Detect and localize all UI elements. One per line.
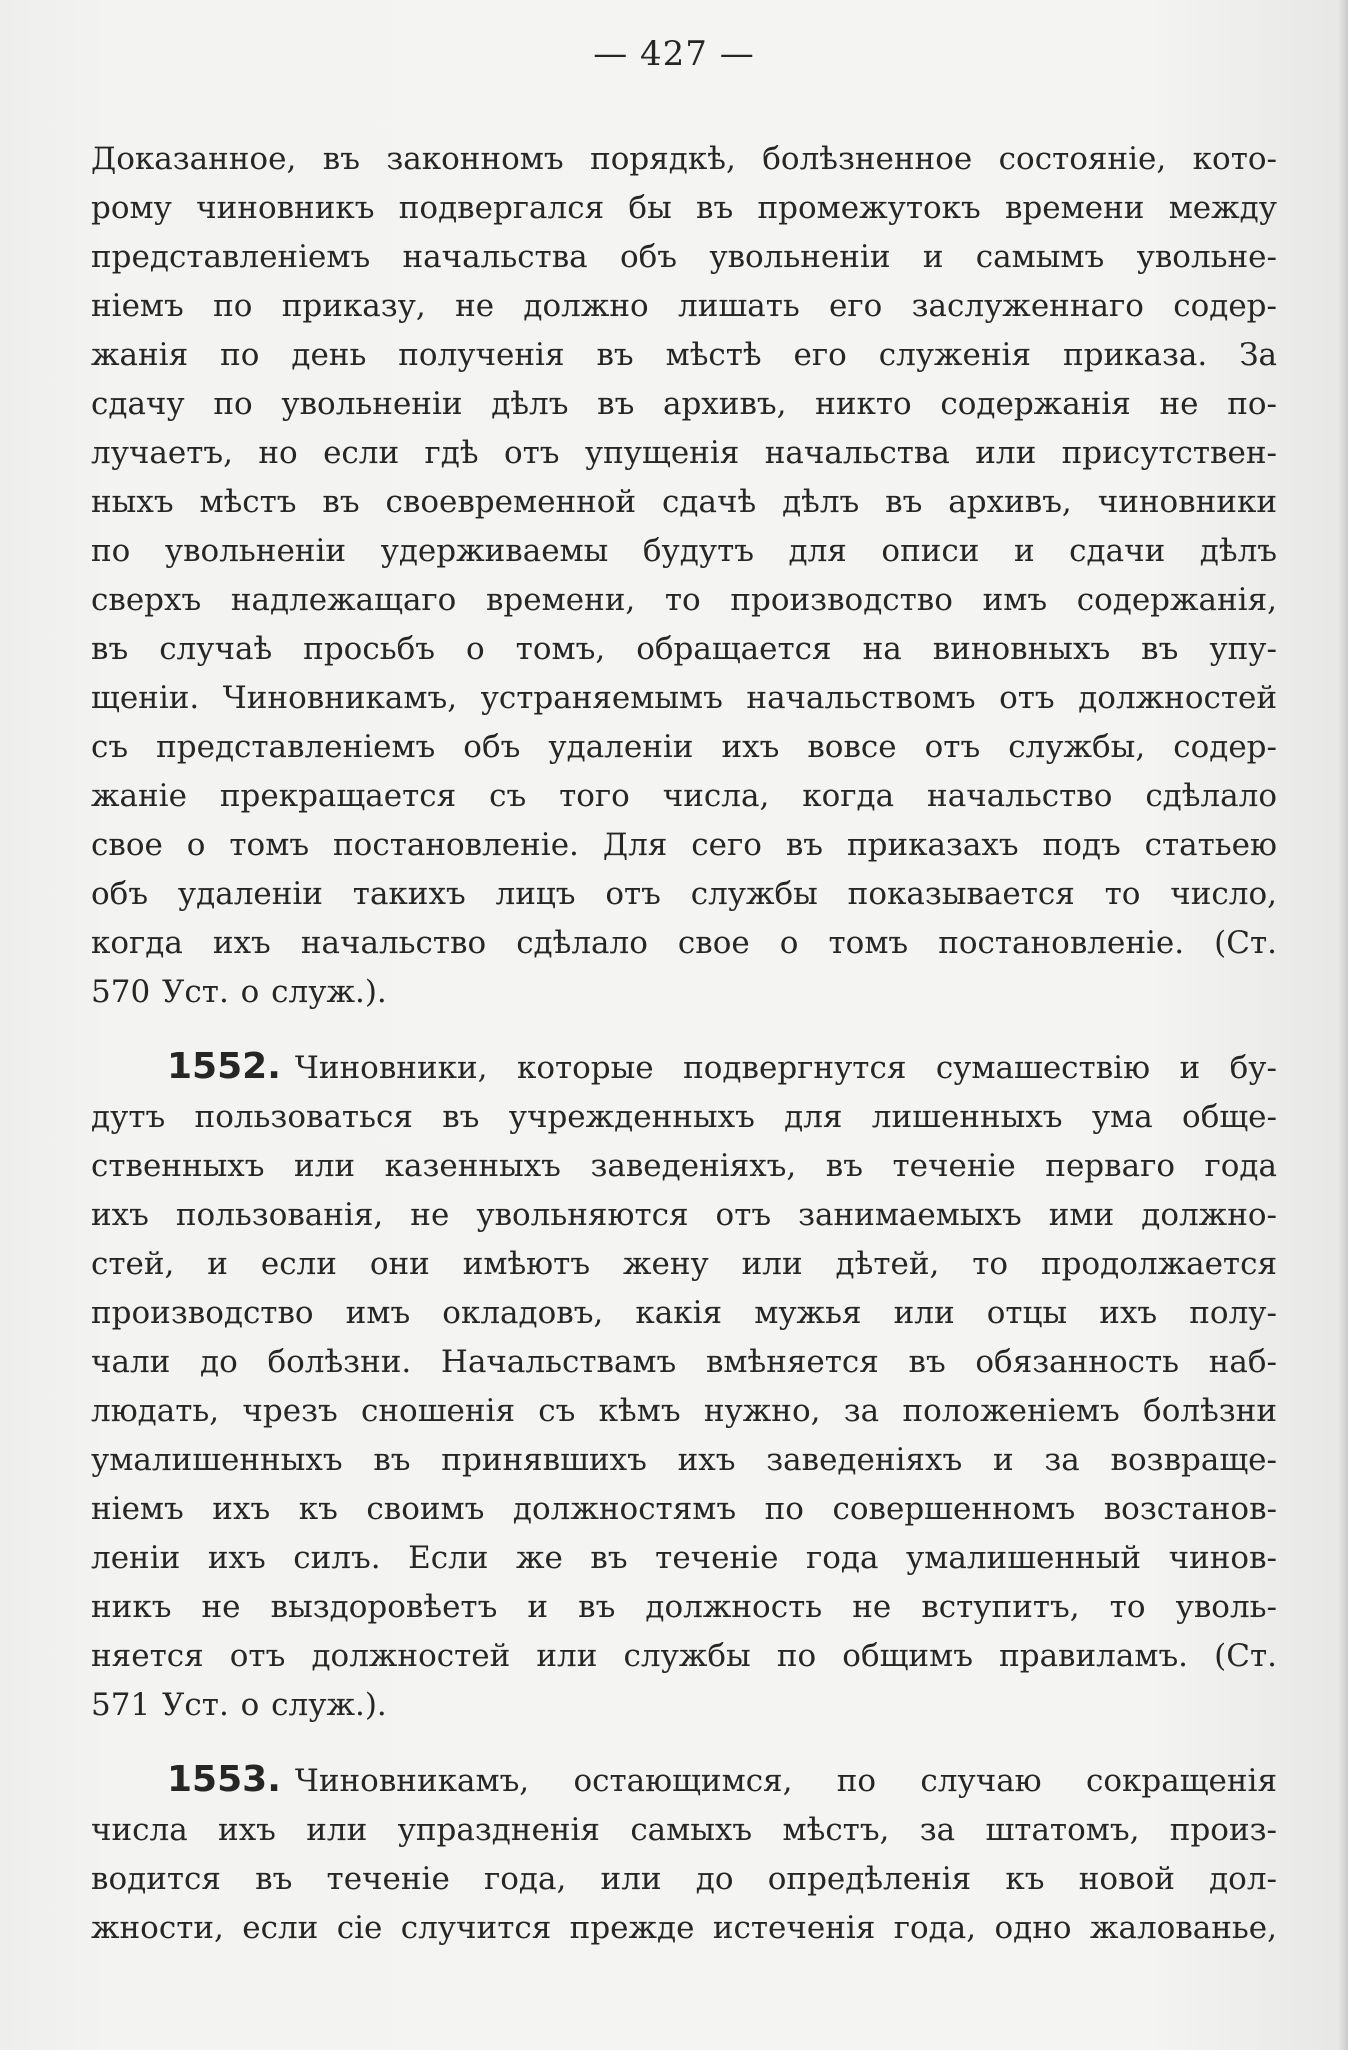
text-line: ленiи ихъ силъ. Если же въ теченiе года умалишенный чинов- <box>91 1540 1277 1576</box>
text-line: съ представленiемъ объ удаленiи ихъ вовсе отъ службы, содер- <box>91 729 1277 765</box>
text-line: сверхъ надлежащаго времени, то производство имъ содержанiя, <box>91 582 1277 618</box>
text-line: объ удаленiи такихъ лицъ отъ службы показывается то число, <box>91 876 1277 912</box>
article-first-line <box>91 1755 1277 1806</box>
text-line: няется отъ должностей или службы по общимъ правиламъ. (Ст. <box>91 1638 1277 1674</box>
text-line: Доказанное, въ законномъ порядкѣ, болѣзненное состоянiе, кото- <box>91 141 1277 177</box>
text-line: числа ихъ или упраздненiя самыхъ мѣстъ, за штатомъ, произ- <box>91 1812 1277 1848</box>
text-line: дутъ пользоваться въ учрежденныхъ для лишенныхъ ума обще- <box>91 1099 1277 1135</box>
text-line: когда ихъ начальство сдѣлало свое о томъ постановленiе. (Ст. <box>91 925 1277 961</box>
article-number: 1552. <box>167 1046 281 1087</box>
text-line: по увольненiи удерживаемы будутъ для описи и сдачи дѣлъ <box>91 533 1277 569</box>
text-line: чали до болѣзни. Начальствамъ вмѣняется въ обязанность наб- <box>91 1344 1277 1380</box>
text-line: нiемъ по приказу, не должно лишать его заслуженнаго содер- <box>91 288 1277 324</box>
text-line: жности, если сiе случится прежде истеченiя года, одно жалованье, <box>91 1910 1277 1946</box>
text-line: сдачу по увольненiи дѣлъ въ архивъ, никто содержанiя не по- <box>91 386 1277 422</box>
text-line: 570 Уст. о служ.). <box>91 974 387 1010</box>
text-line: умалишенныхъ въ принявшихъ ихъ заведенiяхъ и за возвраще- <box>91 1442 1277 1478</box>
text-line: водится въ теченiе года, или до опредѣленiя къ новой дол- <box>91 1861 1277 1897</box>
page-number: — 427 — <box>593 34 755 74</box>
text-line: производство имъ окладовъ, какiя мужья или отцы ихъ полу- <box>91 1295 1277 1331</box>
text-line: щенiи. Чиновникамъ, устраняемымъ начальствомъ отъ должностей <box>91 680 1277 716</box>
text-line: жанiя по день полученiя въ мѣстѣ его служенiя приказа. За <box>91 337 1277 373</box>
text-line: стей, и если они имѣютъ жену или дѣтей, то продолжается <box>91 1246 1277 1282</box>
article-1553 <box>91 1755 1277 1953</box>
page-edge-shadow <box>1338 0 1348 2050</box>
text-line: въ случаѣ просьбъ о томъ, обращается на виновныхъ въ упу- <box>91 631 1277 667</box>
text-line: ныхъ мѣстъ въ своевременной сдачѣ дѣлъ въ архивъ, чиновники <box>91 484 1277 520</box>
text-line: ихъ пользованiя, не увольняются отъ занимаемыхъ ими должно- <box>91 1197 1277 1233</box>
article-first-line <box>91 1042 1277 1093</box>
text-line: людать, чрезъ сношенiя съ кѣмъ нужно, за положенiемъ болѣзни <box>91 1393 1277 1429</box>
page-body <box>91 135 1277 1978</box>
text-line: никъ не выздоровѣетъ и въ должность не вступитъ, то уволь- <box>91 1589 1277 1625</box>
article-1552 <box>91 1042 1277 1730</box>
text-line: ственныхъ или казенныхъ заведенiяхъ, въ теченiе перваго года <box>91 1148 1277 1184</box>
text-line: 571 Уст. о служ.). <box>91 1687 387 1723</box>
text-line: рому чиновникъ подвергался бы въ промежутокъ времени между <box>91 190 1277 226</box>
text-line: свое о томъ постановленiе. Для сего въ приказахъ подъ статьею <box>91 827 1277 863</box>
text-line: Чиновники, которые подвергнутся сумашествiю и бу- <box>294 1050 1277 1086</box>
text-line: нiемъ ихъ къ своимъ должностямъ по совершенномъ возстанов- <box>91 1491 1277 1527</box>
paragraph-continuation <box>91 135 1277 1017</box>
article-number: 1553. <box>167 1759 281 1800</box>
text-line: жанiе прекращается съ того числа, когда начальство сдѣлало <box>91 778 1277 814</box>
text-line: Чиновникамъ, остающимся, по случаю сокращенiя <box>294 1763 1277 1799</box>
text-line: лучаетъ, но если гдѣ отъ упущенiя начальства или присутствен- <box>91 435 1277 471</box>
text-line: представленiемъ начальства объ увольненiи и самымъ увольне- <box>91 239 1277 275</box>
